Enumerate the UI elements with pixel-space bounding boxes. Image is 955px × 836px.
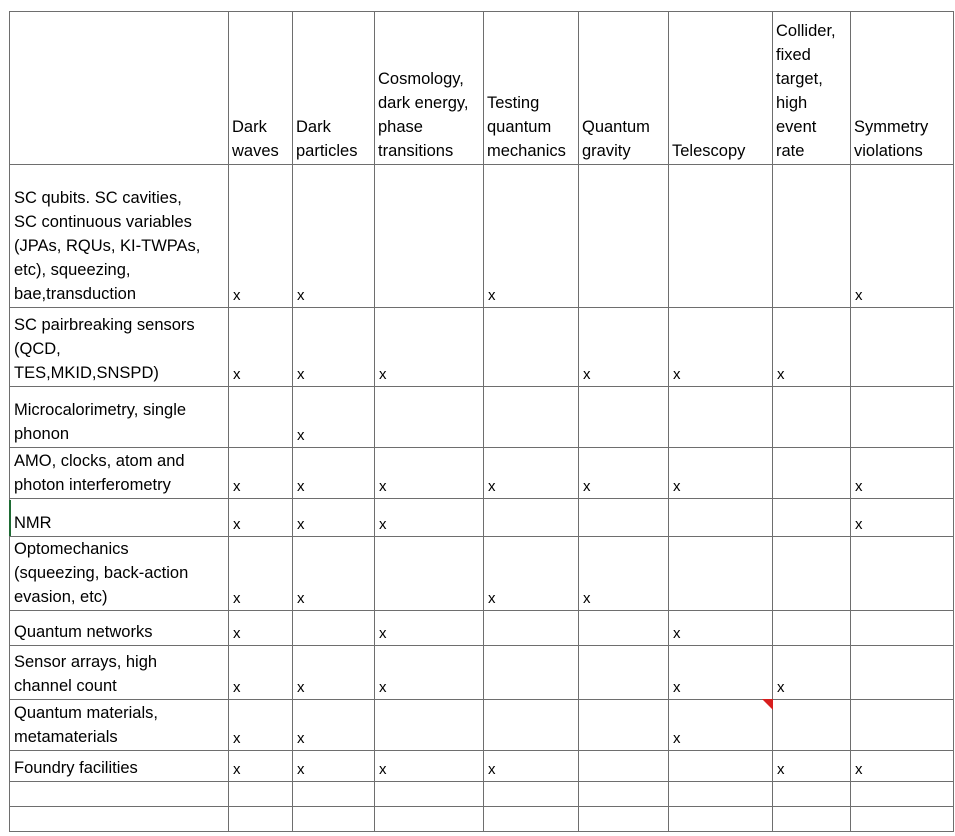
- mark-cell[interactable]: x: [669, 308, 773, 387]
- table-row: [10, 537, 954, 611]
- empty-cell[interactable]: [229, 807, 293, 832]
- header-cell-quantum-gravity[interactable]: Quantum gravity: [579, 12, 669, 165]
- mark-cell[interactable]: x: [375, 448, 484, 499]
- header-cell-dark-particles[interactable]: Dark particles: [293, 12, 375, 165]
- mark-cell[interactable]: [669, 499, 773, 537]
- empty-cell[interactable]: [484, 807, 579, 832]
- mark-cell[interactable]: x: [229, 646, 293, 700]
- row-label-cell[interactable]: Sensor arrays, high channel count: [10, 646, 229, 700]
- mark-cell[interactable]: x: [851, 165, 954, 308]
- row-label-cell[interactable]: Microcalorimetry, single phonon: [10, 387, 229, 448]
- empty-cell[interactable]: [851, 807, 954, 832]
- mark-cell[interactable]: x: [293, 308, 375, 387]
- row-label-cell[interactable]: SC pairbreaking sensors (QCD, TES,MKID,SNSPD): [10, 308, 229, 387]
- empty-cell[interactable]: [669, 782, 773, 807]
- header-cell-testing-qm[interactable]: Testing quantum mechanics: [484, 12, 579, 165]
- mark-cell[interactable]: x: [293, 448, 375, 499]
- mark-cell[interactable]: [579, 751, 669, 782]
- mark-cell[interactable]: x: [229, 700, 293, 751]
- mark-cell[interactable]: [293, 611, 375, 646]
- mark-cell[interactable]: [669, 537, 773, 611]
- mark-cell[interactable]: x: [293, 165, 375, 308]
- mark-cell[interactable]: [375, 165, 484, 308]
- mark-cell[interactable]: [851, 387, 954, 448]
- mark-cell[interactable]: [773, 448, 851, 499]
- mark-cell[interactable]: x: [484, 537, 579, 611]
- mark-cell[interactable]: x: [293, 387, 375, 448]
- mark-cell[interactable]: [773, 499, 851, 537]
- mark-cell[interactable]: x: [229, 165, 293, 308]
- mark-cell[interactable]: [669, 387, 773, 448]
- comment-indicator-icon[interactable]: [762, 699, 773, 710]
- row-label-cell[interactable]: SC qubits. SC cavities, SC continuous variables (JPAs, RQUs, KI-TWPAs, etc), squeezing, bae,transduction: [10, 165, 229, 308]
- capability-matrix-table: [9, 11, 954, 832]
- mark-cell[interactable]: [484, 387, 579, 448]
- empty-cell[interactable]: [375, 782, 484, 807]
- mark-cell[interactable]: x: [229, 537, 293, 611]
- mark-cell[interactable]: [773, 700, 851, 751]
- mark-cell[interactable]: [773, 387, 851, 448]
- empty-cell[interactable]: [293, 782, 375, 807]
- row-label-cell[interactable]: Optomechanics (squeezing, back-action evasion, etc): [10, 537, 229, 611]
- empty-row: [10, 782, 954, 807]
- mark-cell[interactable]: x: [484, 448, 579, 499]
- header-cell-collider[interactable]: Collider, fixed target, high event rate: [773, 12, 851, 165]
- mark-cell[interactable]: [375, 387, 484, 448]
- mark-cell[interactable]: [579, 646, 669, 700]
- mark-cell[interactable]: x: [375, 646, 484, 700]
- mark-cell[interactable]: x: [229, 308, 293, 387]
- mark-cell[interactable]: x: [773, 308, 851, 387]
- row-label-cell[interactable]: Quantum materials, metamaterials: [10, 700, 229, 751]
- mark-cell[interactable]: [484, 308, 579, 387]
- mark-cell[interactable]: [851, 700, 954, 751]
- table-row: [10, 387, 954, 448]
- mark-cell[interactable]: [484, 646, 579, 700]
- mark-cell[interactable]: x: [484, 165, 579, 308]
- empty-cell[interactable]: [293, 807, 375, 832]
- table-row: [10, 700, 954, 751]
- empty-cell[interactable]: [773, 807, 851, 832]
- mark-cell[interactable]: x: [484, 751, 579, 782]
- mark-cell[interactable]: x: [773, 751, 851, 782]
- empty-cell[interactable]: [229, 782, 293, 807]
- header-cell-dark-waves[interactable]: Dark waves: [229, 12, 293, 165]
- mark-cell[interactable]: x: [851, 448, 954, 499]
- empty-cell[interactable]: [375, 807, 484, 832]
- header-cell-cosmology[interactable]: Cosmology, dark energy, phase transitions: [375, 12, 484, 165]
- mark-cell[interactable]: x: [851, 751, 954, 782]
- header-row: [10, 12, 954, 165]
- mark-cell[interactable]: x: [773, 646, 851, 700]
- mark-cell[interactable]: [579, 165, 669, 308]
- row-label-cell[interactable]: NMR: [10, 499, 229, 537]
- mark-cell[interactable]: x: [293, 499, 375, 537]
- mark-cell[interactable]: [579, 499, 669, 537]
- empty-cell[interactable]: [10, 807, 229, 832]
- empty-cell[interactable]: [484, 782, 579, 807]
- mark-cell[interactable]: x: [375, 751, 484, 782]
- mark-cell[interactable]: x: [293, 751, 375, 782]
- mark-cell[interactable]: x: [229, 611, 293, 646]
- mark-cell[interactable]: [579, 387, 669, 448]
- mark-cell[interactable]: x: [229, 499, 293, 537]
- mark-cell[interactable]: x: [293, 537, 375, 611]
- mark-cell[interactable]: [484, 611, 579, 646]
- empty-cell[interactable]: [10, 782, 229, 807]
- mark-cell[interactable]: x: [293, 646, 375, 700]
- mark-cell[interactable]: [669, 751, 773, 782]
- mark-cell[interactable]: x: [851, 499, 954, 537]
- empty-cell[interactable]: [579, 807, 669, 832]
- table-row: [10, 165, 954, 308]
- header-cell-symmetry[interactable]: Symmetry violations: [851, 12, 954, 165]
- header-cell-telescopy[interactable]: Telescopy: [669, 12, 773, 165]
- mark-cell[interactable]: x: [229, 448, 293, 499]
- header-cell-corner[interactable]: [10, 12, 229, 165]
- empty-cell[interactable]: [579, 782, 669, 807]
- mark-cell[interactable]: [579, 611, 669, 646]
- table-row: [10, 308, 954, 387]
- mark-cell[interactable]: x: [229, 751, 293, 782]
- mark-cell[interactable]: [773, 611, 851, 646]
- row-label-cell[interactable]: AMO, clocks, atom and photon interferometry: [10, 448, 229, 499]
- mark-cell[interactable]: [669, 165, 773, 308]
- mark-cell[interactable]: x: [669, 448, 773, 499]
- row-label-cell[interactable]: Quantum networks: [10, 611, 229, 646]
- table-row: [10, 646, 954, 700]
- mark-cell[interactable]: x: [669, 611, 773, 646]
- mark-cell[interactable]: [484, 700, 579, 751]
- mark-cell[interactable]: x: [375, 611, 484, 646]
- mark-cell[interactable]: [375, 537, 484, 611]
- mark-cell[interactable]: [229, 387, 293, 448]
- mark-cell[interactable]: x: [293, 700, 375, 751]
- empty-cell[interactable]: [851, 782, 954, 807]
- empty-row: [10, 807, 954, 832]
- mark-cell[interactable]: [851, 537, 954, 611]
- row-label-cell[interactable]: Foundry facilities: [10, 751, 229, 782]
- mark-cell[interactable]: x: [375, 499, 484, 537]
- mark-cell[interactable]: x: [579, 448, 669, 499]
- table-row: [10, 751, 954, 782]
- active-cell-marker: [9, 500, 11, 536]
- mark-cell[interactable]: x: [669, 646, 773, 700]
- table-row: [10, 611, 954, 646]
- table-row: [10, 499, 954, 537]
- mark-cell[interactable]: [773, 537, 851, 611]
- mark-cell[interactable]: [579, 700, 669, 751]
- mark-cell[interactable]: [375, 700, 484, 751]
- mark-cell[interactable]: [851, 611, 954, 646]
- mark-cell[interactable]: [851, 308, 954, 387]
- mark-cell[interactable]: x: [579, 537, 669, 611]
- mark-cell[interactable]: [773, 165, 851, 308]
- table-row: [10, 448, 954, 499]
- empty-cell[interactable]: [773, 782, 851, 807]
- mark-cell[interactable]: [851, 646, 954, 700]
- mark-cell[interactable]: [484, 499, 579, 537]
- mark-cell[interactable]: x: [375, 308, 484, 387]
- mark-cell[interactable]: x: [669, 700, 773, 751]
- empty-cell[interactable]: [669, 807, 773, 832]
- mark-cell[interactable]: x: [579, 308, 669, 387]
